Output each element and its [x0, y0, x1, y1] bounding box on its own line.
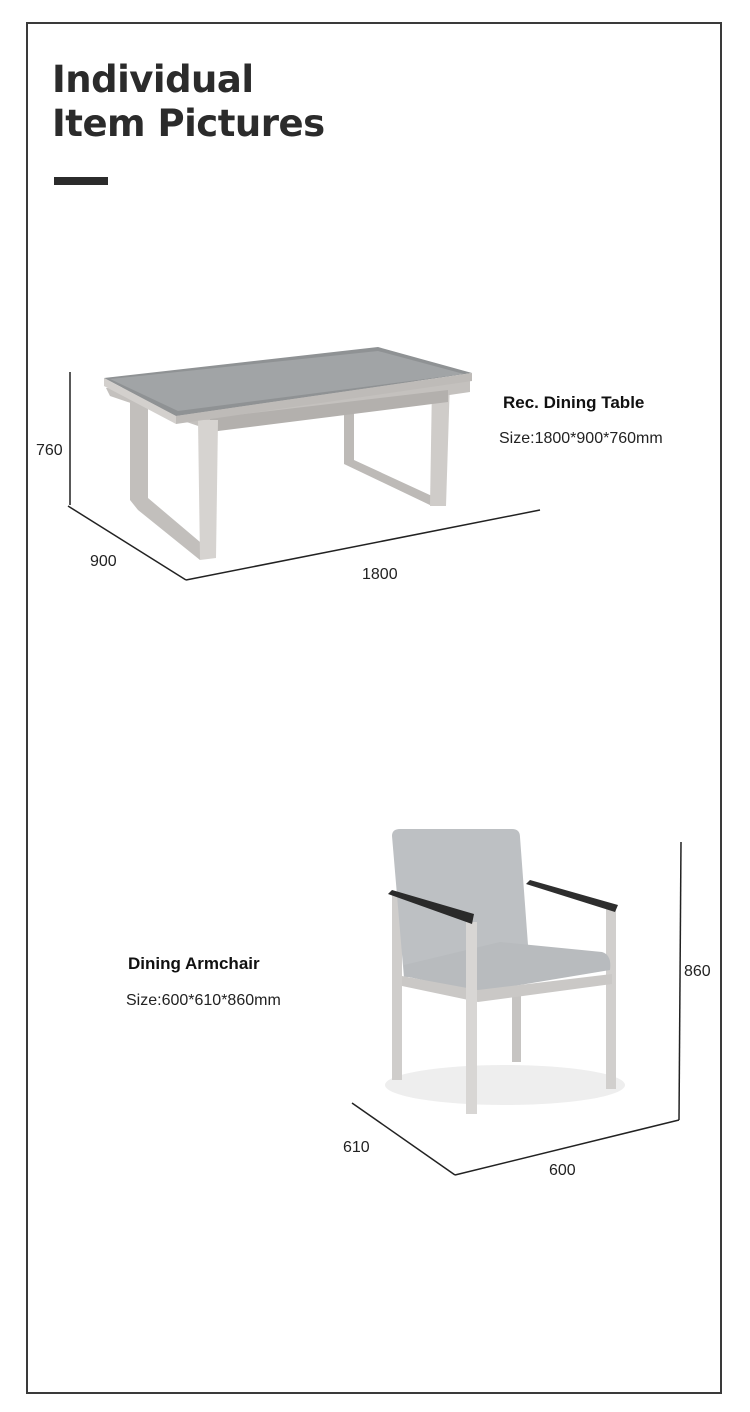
table-height-label: 760 [36, 442, 63, 459]
table-size: Size:1800*900*760mm [499, 430, 663, 447]
chair-height-label: 860 [684, 963, 711, 980]
dining-armchair-image [385, 829, 625, 1114]
dining-table-image [104, 347, 472, 560]
chair-front-leg-left [466, 922, 477, 1114]
title-line-1: Individual [52, 58, 254, 101]
chair-width-label: 600 [549, 1162, 576, 1179]
chair-height-line [679, 842, 681, 1120]
table-width-label: 1800 [362, 566, 398, 583]
chair-depth-label: 610 [343, 1139, 370, 1156]
title-line-2: Item Pictures [52, 102, 325, 145]
table-depth-label: 900 [90, 553, 117, 570]
chair-shadow [385, 1065, 625, 1105]
chair-size: Size:600*610*860mm [126, 992, 281, 1009]
table-front-leg-left [198, 420, 218, 560]
chair-name: Dining Armchair [128, 954, 260, 973]
chair-right-arm-post [606, 905, 616, 1089]
table-back-leg-right [344, 404, 432, 506]
chair-right-armrest [526, 880, 618, 912]
table-name: Rec. Dining Table [503, 393, 645, 412]
chair-back-leg [512, 990, 521, 1062]
